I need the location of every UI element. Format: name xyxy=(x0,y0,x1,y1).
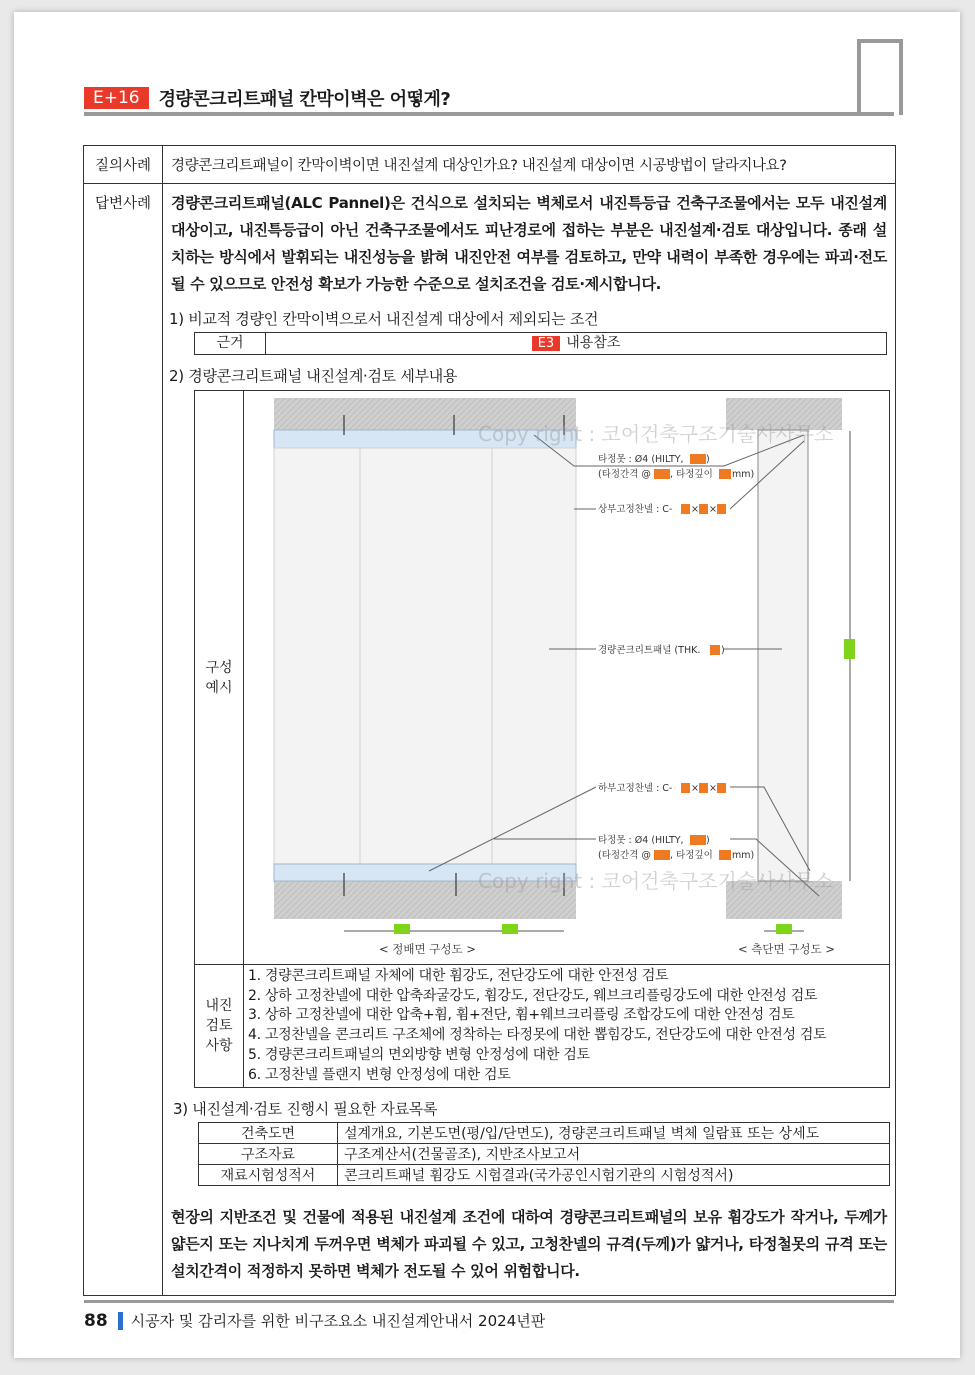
section-title: 경량콘크리트패널 칸막이벽은 어떻게? xyxy=(158,89,451,110)
diagram-svg xyxy=(244,391,892,964)
doc-category: 재료시험성적서 xyxy=(199,1165,338,1186)
composition-diagram xyxy=(244,391,890,965)
watermark-bottom: Copy right : 코어건축구조기술사사무소 xyxy=(478,869,834,893)
check-item: 6. 고정찬넬 플랜지 변형 안정성에 대한 검토 xyxy=(248,1066,511,1083)
svg-text:mm): mm) xyxy=(732,469,755,480)
lower-channel-label: 하부고정찬넬 : C- xyxy=(598,783,673,794)
height-marker xyxy=(844,639,855,659)
svg-text:, 타정깊이: , 타정깊이 xyxy=(670,469,713,480)
svg-text:×: × xyxy=(691,783,699,794)
footer-divider xyxy=(84,1300,894,1303)
sub3-title: 3) 내진설계·검토 진행시 필요한 자료목록 xyxy=(173,1100,438,1119)
footer-title: 시공자 및 감리자를 위한 비구조요소 내진설계안내서 2024년판 xyxy=(130,1312,546,1330)
question-text: 경량콘크리트패널이 칸막이벽이면 내진설계 대상인가요? 내진설계 대상이면 시공방법이 달라지나요? xyxy=(163,146,896,184)
documents-table xyxy=(198,1122,890,1186)
panel-side xyxy=(758,430,808,881)
check-item: 4. 고정찬넬을 콘크리트 구조체에 정착하는 타정못에 대한 뽑힘강도, 전단강도에 대한 안전성 검토 xyxy=(248,1027,827,1044)
table-row xyxy=(199,1144,890,1165)
svg-text:, 타정깊이: , 타정깊이 xyxy=(670,850,713,861)
check-item: 1. 경량콘크리트패널 자체에 대한 휨강도, 전단강도에 대한 안전성 검토 xyxy=(248,968,669,984)
closing-note: 현장의 지반조건 및 건물에 적용된 내진설계 조건에 대하여 경량콘크리트패널의 보유 휨강도가 작거나, 두께가 얇든지 또는 지나치게 두꺼우면 벽체가 파괴될 수 있고, 고청찬넬의 규격(두께)가 얇거나, 타정철못의 규격 또는 설치간격이 적정하지 못하면 벽체가 전도될 수 있어 위험합니다. xyxy=(171,1208,887,1281)
doc-items: 구조계산서(건물골조), 지반조사보고서 xyxy=(338,1144,890,1165)
answer-label: 답변사례 xyxy=(84,184,163,1296)
svg-text:×: × xyxy=(709,504,717,515)
reference-text: 내용참조 xyxy=(566,335,621,351)
check-item: 2. 상하 고정찬넬에 대한 압축좌굴강도, 휨강도, 전단강도, 웨브크리플링강도에 대한 안전성 검토 xyxy=(248,987,818,1004)
doc-items: 설계개요, 기본도면(평/입/단면도), 경량콘크리트패널 벽체 일람표 또는 상세도 xyxy=(338,1123,890,1144)
reference-key: 근거 xyxy=(195,333,266,354)
svg-text:): ) xyxy=(706,454,710,465)
bottom-nail-spacing: (타정간격 @ xyxy=(598,850,651,861)
check-list xyxy=(244,965,890,1088)
check-item: 5. 경량콘크리트패널의 면외방향 변형 안정성에 대한 검토 xyxy=(248,1046,590,1063)
footer-bar xyxy=(118,1312,123,1330)
sub2-title: 2) 경량콘크리트패널 내진설계·검토 세부내용 xyxy=(169,367,458,385)
svg-text:×: × xyxy=(691,504,699,515)
footer xyxy=(84,1310,545,1331)
table-row xyxy=(199,1123,890,1144)
example-label-text: 구성 예시 xyxy=(205,659,233,696)
reference-box xyxy=(194,332,887,355)
spacing-marker-2 xyxy=(502,924,518,934)
answer-body xyxy=(163,184,896,1296)
qa-table xyxy=(83,145,896,1296)
e3-badge: E3 xyxy=(532,336,561,351)
detail-table xyxy=(194,390,890,1088)
section-code-badge: E+16 xyxy=(84,87,149,109)
caption-front: < 정배면 구성도 > xyxy=(379,942,476,956)
section-header xyxy=(84,86,450,110)
upper-channel-label: 상부고정찬넬 : C- xyxy=(598,504,673,515)
header-divider xyxy=(84,112,894,116)
top-nail-label: 타정못 : Ø4 (HILTY, xyxy=(598,454,684,465)
bookmark-bracket-icon xyxy=(857,39,903,117)
svg-text:): ) xyxy=(706,835,710,846)
answer-intro: 경량콘크리트패널(ALC Pannel)은 건식으로 설치되는 벽체로서 내진특등급 건축구조물에서는 모두 내진설계 대상이고, 내진특등급이 아닌 건축구조물에서도 피난경로에 접하는 부분은 내진설계·검토 대상입니다. 종래 설치하는 방식에서 발휘되는 내진성능을 밝혀 내진안전 여부를 검토하고, 만약 내력이 부족한 경우에는 파괴·전도될 수 있으므로 안전성 확보가 가능한 수준으로 설치조건을 검토·제시합니다. xyxy=(171,194,887,293)
svg-text:mm): mm) xyxy=(732,850,755,861)
svg-text:): ) xyxy=(721,645,725,656)
panel-front xyxy=(274,448,576,864)
check-label-text: 내진 검토 사항 xyxy=(205,998,233,1055)
spacing-marker-1 xyxy=(394,924,410,934)
top-nail-spacing: (타정간격 @ xyxy=(598,469,651,480)
check-item: 3. 상하 고정찬넬에 대한 압축+휨, 휨+전단, 휨+웨브크리플링 조합강도에 대한 안전성 검토 xyxy=(248,1007,795,1024)
page-number: 88 xyxy=(84,1310,108,1331)
reference-value xyxy=(266,333,886,354)
doc-category: 구조자료 xyxy=(199,1144,338,1165)
check-label xyxy=(195,965,244,1088)
watermark-top: Copy right : 코어건축구조기술사사무소 xyxy=(478,422,834,446)
sub1-title: 1) 비교적 경량인 칸막이벽으로서 내진설계 대상에서 제외되는 조건 xyxy=(169,310,599,328)
thickness-marker xyxy=(776,924,792,934)
panel-label: 경량콘크리트패널 (THK. xyxy=(598,645,701,656)
doc-items: 콘크리트패널 휨강도 시험결과(국가공인시험기관의 시험성적서) xyxy=(338,1165,890,1186)
example-label xyxy=(195,391,244,965)
question-label: 질의사례 xyxy=(84,146,163,184)
doc-category: 건축도면 xyxy=(199,1123,338,1144)
table-row xyxy=(199,1165,890,1186)
svg-text:×: × xyxy=(709,783,717,794)
bottom-nail-label: 타정못 : Ø4 (HILTY, xyxy=(598,835,684,846)
caption-side: < 측단면 구성도 > xyxy=(738,942,835,956)
